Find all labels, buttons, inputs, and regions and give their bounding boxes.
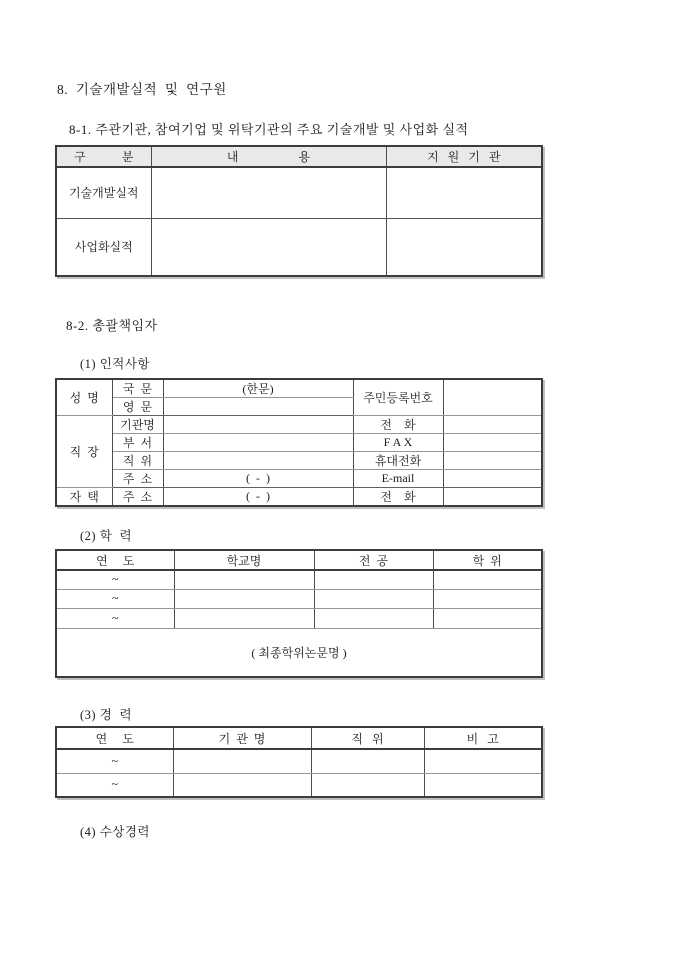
position-label: 직 위 xyxy=(112,452,163,470)
education-year-field[interactable]: ~ xyxy=(56,589,174,608)
mobile-field[interactable] xyxy=(443,452,542,470)
education-header-year: 연 도 xyxy=(56,550,174,570)
career-table xyxy=(55,726,543,798)
section-8-heading: 8. 기술개발실적 및 연구원 xyxy=(57,82,227,97)
table-row xyxy=(56,608,542,628)
education-header-major: 전 공 xyxy=(314,550,433,570)
education-school-field[interactable] xyxy=(174,570,314,589)
achievements-header-content: 내 용 xyxy=(151,146,386,167)
table-row xyxy=(56,749,542,773)
sub-1-heading: (1) 인적사항 xyxy=(80,357,151,371)
personal-info-table xyxy=(55,378,543,507)
career-year-field[interactable]: ~ xyxy=(56,749,173,773)
education-header-school: 학교명 xyxy=(174,550,314,570)
career-header-year: 연 도 xyxy=(56,727,173,749)
education-major-field[interactable] xyxy=(314,608,433,628)
phone-field[interactable] xyxy=(443,416,542,434)
rrn-label: 주민등록번호 xyxy=(353,379,443,416)
dept-field[interactable] xyxy=(163,434,353,452)
education-school-field[interactable] xyxy=(174,608,314,628)
table-row xyxy=(56,452,542,470)
home-addr-label: 주 소 xyxy=(112,488,163,507)
education-year-field[interactable]: ~ xyxy=(56,570,174,589)
table-row xyxy=(56,167,542,218)
fax-label: F A X xyxy=(353,434,443,452)
org-label: 기관명 xyxy=(112,416,163,434)
home-group-label: 자 택 xyxy=(56,488,112,507)
career-org-field[interactable] xyxy=(173,749,311,773)
achievements-header-category: 구 분 xyxy=(56,146,151,167)
fax-field[interactable] xyxy=(443,434,542,452)
english-name-label: 영 문 xyxy=(112,398,163,416)
table-row xyxy=(56,773,542,797)
name-group-label: 성 명 xyxy=(56,379,112,416)
table-row xyxy=(56,470,542,488)
tech-dev-agency-cell[interactable] xyxy=(386,167,542,218)
work-addr-field[interactable]: ( - ) xyxy=(163,470,353,488)
korean-name-label: 국 문 xyxy=(112,379,163,398)
career-header-position: 직 위 xyxy=(311,727,424,749)
work-addr-label: 주 소 xyxy=(112,470,163,488)
row-label-commercialization: 사업화실적 xyxy=(56,218,151,276)
email-field[interactable] xyxy=(443,470,542,488)
table-row xyxy=(56,434,542,452)
section-8-2-heading: 8-2. 총괄책임자 xyxy=(66,318,158,333)
table-row xyxy=(56,488,542,507)
home-addr-field[interactable]: ( - ) xyxy=(163,488,353,507)
phone-label: 전 화 xyxy=(353,416,443,434)
education-major-field[interactable] xyxy=(314,589,433,608)
tech-dev-content-cell[interactable] xyxy=(151,167,386,218)
career-org-field[interactable] xyxy=(173,773,311,797)
career-year-field[interactable]: ~ xyxy=(56,773,173,797)
english-name-field[interactable] xyxy=(163,398,353,416)
mobile-label: 휴대전화 xyxy=(353,452,443,470)
table-row xyxy=(56,628,542,677)
career-position-field[interactable] xyxy=(311,773,424,797)
table-row xyxy=(56,379,542,398)
career-header-note: 비 고 xyxy=(424,727,542,749)
table-row xyxy=(56,570,542,589)
sub-4-heading: (4) 수상경력 xyxy=(80,825,151,839)
korean-name-field[interactable]: (한문) xyxy=(163,379,353,398)
thesis-title-field[interactable]: ( 최종학위논문명 ) xyxy=(56,628,542,677)
achievements-header-agency: 지 원 기 관 xyxy=(386,146,542,167)
position-field[interactable] xyxy=(163,452,353,470)
commercialization-content-cell[interactable] xyxy=(151,218,386,276)
section-8-1-heading: 8-1. 주관기관, 참여기업 및 위탁기관의 주요 기술개발 및 사업화 실적 xyxy=(69,122,469,137)
dept-label: 부 서 xyxy=(112,434,163,452)
career-position-field[interactable] xyxy=(311,749,424,773)
career-header-org: 기 관 명 xyxy=(173,727,311,749)
education-degree-field[interactable] xyxy=(433,589,542,608)
table-row xyxy=(56,218,542,276)
career-note-field[interactable] xyxy=(424,749,542,773)
education-degree-field[interactable] xyxy=(433,608,542,628)
achievements-table xyxy=(55,145,543,277)
education-school-field[interactable] xyxy=(174,589,314,608)
sub-3-heading: (3) 경 력 xyxy=(80,708,133,722)
commercialization-agency-cell[interactable] xyxy=(386,218,542,276)
home-phone-label: 전 화 xyxy=(353,488,443,507)
home-phone-field[interactable] xyxy=(443,488,542,507)
table-row xyxy=(56,416,542,434)
row-label-tech-dev: 기술개발실적 xyxy=(56,167,151,218)
sub-2-heading: (2) 학 력 xyxy=(80,529,133,543)
org-field[interactable] xyxy=(163,416,353,434)
education-header-degree: 학 위 xyxy=(433,550,542,570)
work-group-label: 직 장 xyxy=(56,416,112,488)
email-label: E-mail xyxy=(353,470,443,488)
education-table xyxy=(55,549,543,678)
education-major-field[interactable] xyxy=(314,570,433,589)
table-row xyxy=(56,589,542,608)
rrn-field[interactable] xyxy=(443,379,542,416)
education-year-field[interactable]: ~ xyxy=(56,608,174,628)
career-note-field[interactable] xyxy=(424,773,542,797)
education-degree-field[interactable] xyxy=(433,570,542,589)
